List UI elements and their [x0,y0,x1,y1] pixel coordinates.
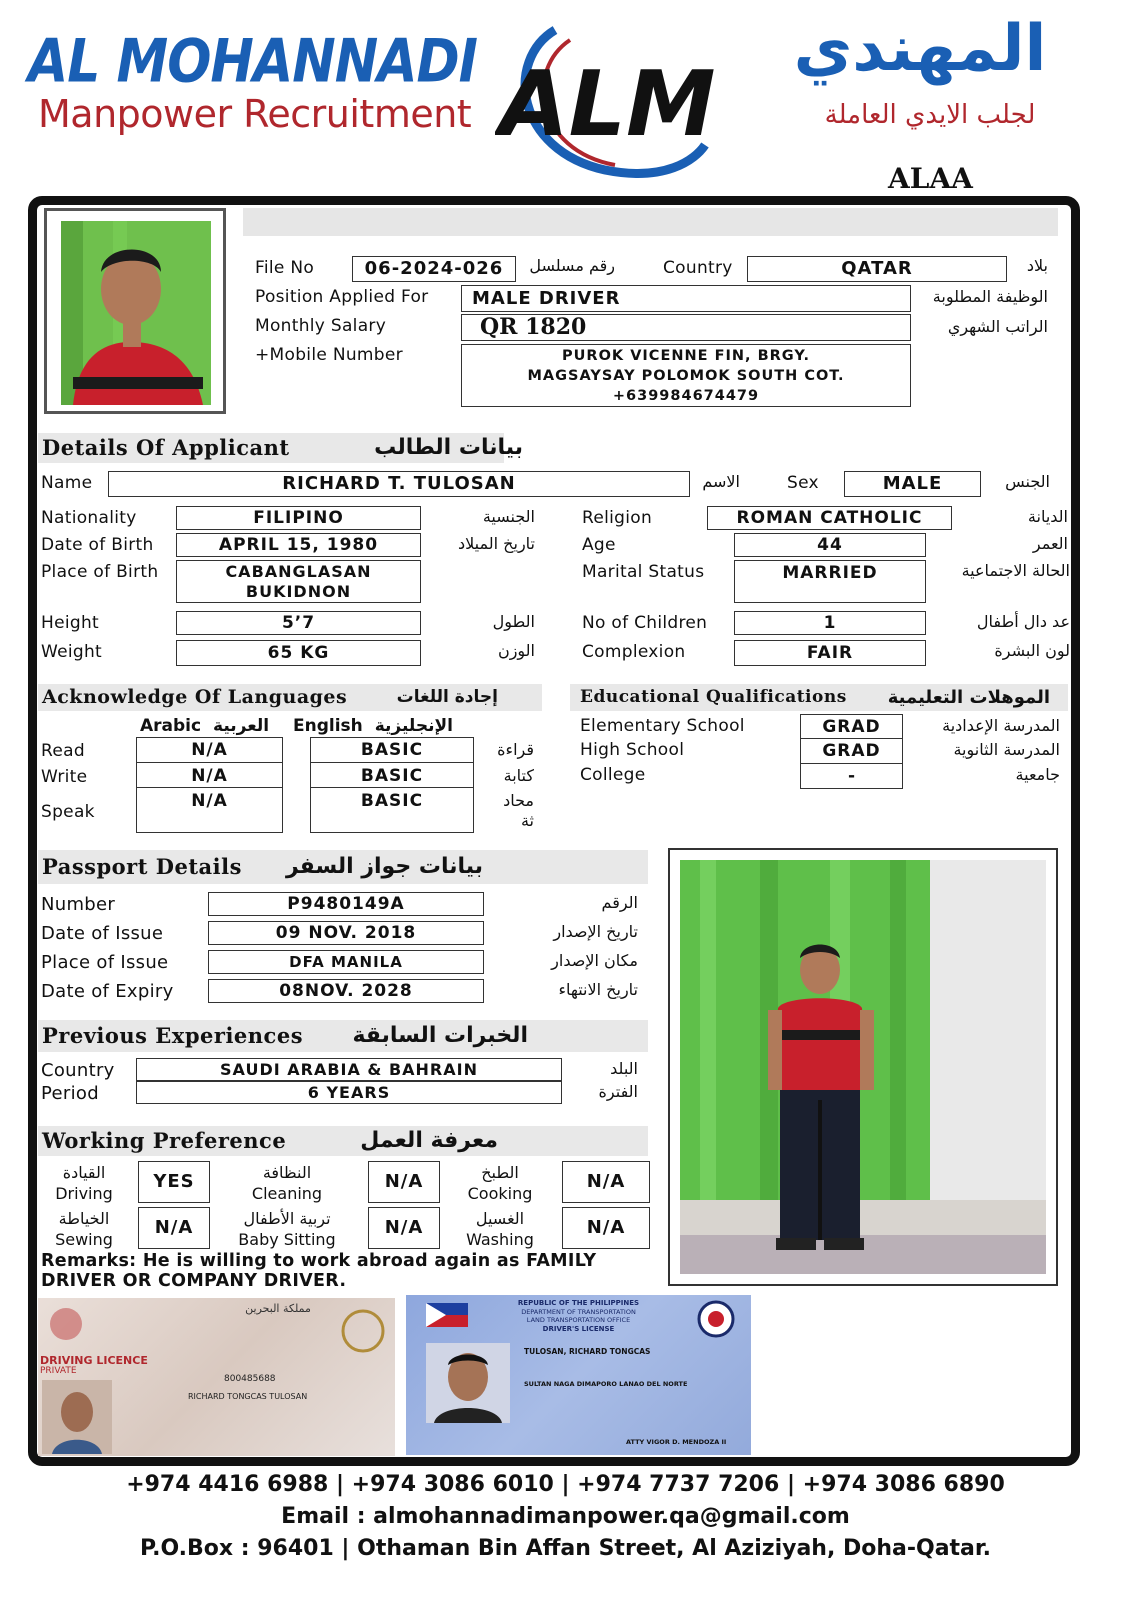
passport-expiry-value: 08NOV. 2028 [208,979,484,1003]
mobile-line-1: PUROK VICENNE FIN, BRGY. [562,348,810,364]
complexion-value: FAIR [734,640,926,666]
religion-value: ROMAN CATHOLIC [707,506,952,530]
sewing-label-en: Sewing [55,1230,113,1249]
religion-label: Religion [582,508,653,528]
file-no-label-ar: رقم مسلسل [529,256,615,275]
dob-label: Date of Birth [41,535,154,555]
english-column-head [293,716,453,736]
nationality-value: FILIPINO [176,506,421,530]
bahrain-emblem-icon [46,1304,86,1344]
bahrain-seal-icon [338,1306,388,1356]
experience-country-value: SAUDI ARABIA & BAHRAIN [136,1058,562,1081]
experience-section-title: Previous Experiences [42,1023,304,1048]
marital-label-ar: الحالة الاجتماعية [961,561,1070,580]
elementary-label: Elementary School [580,716,745,736]
read-label-ar: قراءة [497,740,534,759]
elementary-label-ar: المدرسة الإعدادية [942,716,1060,735]
passport-section-title: Passport Details [42,854,242,879]
country-value: QATAR [747,256,1007,282]
washing-value: N/A [562,1207,650,1249]
working-section-header [38,1126,648,1156]
babysitting-label [222,1208,352,1250]
height-label-ar: الطول [492,612,535,631]
bahrain-license-type: DRIVING LICENCE [40,1354,148,1367]
write-label-ar: كتابة [503,766,534,785]
ph-license-title-2: DEPARTMENT OF TRANSPORTATION [521,1308,636,1316]
top-banner-strip [243,208,1058,236]
experience-period-label-ar: الفترة [598,1082,638,1101]
bahrain-license-image [38,1298,395,1456]
read-label: Read [41,741,85,761]
brand-name-ar: المهندي [793,12,1047,86]
washing-label-ar: الغسيل [475,1209,525,1228]
mobile-line-3: +639984674479 [612,388,760,404]
experience-section-header [38,1020,648,1052]
profile-photo [44,208,226,414]
position-label: Position Applied For [255,287,429,307]
applicant-section-header [38,433,523,463]
pob-value [176,560,421,603]
arabic-column-head [140,716,269,736]
read-arabic-value: N/A [191,740,228,760]
religion-label-ar: الديانة [1027,507,1068,526]
bahrain-license-photo [42,1380,112,1454]
highschool-label: High School [580,740,685,760]
profile-photo-image [53,217,217,405]
ph-license-face-icon [426,1343,510,1423]
experience-country-label: Country [41,1060,115,1081]
bahrain-license-name: RICHARD TONGCAS TULOSAN [188,1392,308,1401]
experience-section-title-ar: الخبرات السابقة [352,1023,528,1048]
passport-expiry-label-ar: تاريخ الانتهاء [558,980,638,999]
country-label-ar: بلاد [1026,256,1048,275]
salary-label-ar: الراتب الشهري [947,317,1048,336]
cooking-label-en: Cooking [467,1184,533,1203]
passport-issue-date-label: Date of Issue [41,923,164,944]
passport-number-label: Number [41,894,116,915]
ph-license-title-4: DRIVER'S LICENSE [542,1325,615,1333]
nationality-label-ar: الجنسية [482,507,535,526]
languages-section-title: Acknowledge Of Languages [42,686,348,708]
file-no-label: File No [255,258,315,278]
footer-email: Email : almohannadimanpower.qa@gmail.com [281,1504,850,1529]
weight-value: 65 KG [176,640,421,666]
name-label: Name [41,473,93,493]
height-value: 5’7 [176,611,421,635]
write-english-value: BASIC [360,766,424,786]
ph-license-signature: ATTY VIGOR D. MENDOZA II [626,1438,727,1446]
speak-arabic-value: N/A [191,791,228,811]
salary-label: Monthly Salary [255,316,387,336]
driving-label-en: Driving [55,1184,113,1203]
bahrain-license-face-icon [42,1380,112,1454]
working-section-title: Working Preference [42,1128,287,1153]
college-label-ar: جامعية [1015,765,1060,784]
brand-subtitle-en: Manpower Recruitment [38,92,472,136]
babysitting-label-en: Baby Sitting [238,1230,336,1249]
english-head-en: English [293,716,363,736]
age-label: Age [582,535,616,555]
passport-issue-date-value: 09 NOV. 2018 [208,921,484,945]
highschool-value: GRAD [822,741,881,761]
passport-section-header [38,850,648,884]
grid-divider [136,762,283,763]
ph-license-address: SULTAN NAGA DIMAPORO LANAO DEL NORTE [524,1380,688,1388]
driving-label [44,1162,124,1204]
grid-divider [310,762,474,763]
read-english-value: BASIC [360,740,424,760]
nationality-label: Nationality [41,508,137,528]
english-head-ar: الإنجليزية [374,716,453,736]
speak-label-ar: محاد ثة [503,791,534,830]
write-arabic-value: N/A [191,766,228,786]
applicant-section-title-ar: بيانات الطالب [374,435,523,460]
height-label: Height [41,613,99,633]
mobile-value [461,344,911,407]
dob-label-ar: تاريخ الميلاد [458,534,535,553]
experience-period-value: 6 YEARS [136,1081,562,1104]
elementary-value: GRAD [822,717,881,737]
philippine-license-image [406,1295,751,1455]
education-section-title-ar: الموهلات التعليمية [887,687,1050,708]
passport-number-value: P9480149A [208,892,484,916]
cleaning-label [222,1162,352,1204]
passport-issue-place-label: Place of Issue [41,952,169,973]
driving-value: YES [138,1161,210,1203]
remarks-text: Remarks: He is willing to work abroad again as FAMILY DRIVER OR COMPANY DRIVER. [41,1251,597,1291]
sex-label: Sex [787,473,819,493]
arabic-head-en: Arabic [140,716,202,736]
age-label-ar: العمر [1032,534,1068,553]
agent-name: ALAA [888,162,973,195]
ph-license-photo [426,1343,510,1423]
children-value: 1 [734,611,926,635]
education-section-title: Educational Qualifications [580,687,847,707]
bahrain-license-type2: PRIVATE [40,1366,77,1376]
cooking-label [450,1162,550,1204]
college-label: College [580,765,646,785]
country-label: Country [663,258,733,278]
cooking-value: N/A [562,1161,650,1203]
sewing-label [44,1208,124,1250]
babysitting-value: N/A [368,1207,440,1249]
working-section-title-ar: معرفة العمل [360,1128,498,1153]
lto-seal-icon [696,1299,736,1339]
experience-country-label-ar: البلد [610,1059,638,1078]
alm-logo [495,10,725,185]
mobile-line-2: MAGSAYSAY POLOMOK SOUTH COT. [527,368,845,384]
passport-issue-place-label-ar: مكان الإصدار [551,951,638,970]
arabic-head-ar: العربية [213,716,270,736]
languages-section-title-ar: إجادة اللغات [396,687,498,707]
education-section-header [570,684,1068,711]
experience-period-label: Period [41,1083,99,1104]
position-value: MALE DRIVER [461,285,911,312]
passport-issue-date-label-ar: تاريخ الإصدار [553,922,638,941]
children-label-ar: عد دال أطفال [976,612,1070,631]
children-label: No of Children [582,613,708,633]
ph-license-title-1: REPUBLIC OF THE PHILIPPINES [517,1299,640,1307]
babysitting-label-ar: تربية الأطفال [243,1209,331,1228]
name-value: RICHARD T. TULOSAN [108,471,690,497]
driving-label-ar: القيادة [62,1163,106,1182]
passport-number-label-ar: الرقم [601,893,638,912]
college-value: - [847,766,856,786]
pob-label: Place of Birth [41,562,159,582]
bahrain-license-title-ar: مملكة البحرين [245,1302,311,1315]
complexion-label: Complexion [582,642,686,662]
applicant-section-title: Details Of Applicant [42,435,290,460]
bahrain-license-number: 800485688 [224,1374,276,1384]
footer-phones: +974 4416 6988 | +974 3086 6010 | +974 7737 7206 | +974 3086 6890 [126,1472,1005,1497]
passport-section-title-ar: بيانات جواز السفر [285,854,483,879]
sewing-label-ar: الخياطة [58,1209,110,1228]
grid-divider [310,787,474,788]
complexion-label-ar: لون البشرة [994,641,1070,660]
grid-divider [800,763,903,764]
ph-flag-icon [426,1303,468,1327]
file-no-value: 06-2024-026 [352,256,516,282]
dob-value: APRIL 15, 1980 [176,533,421,557]
full-body-photo-image [680,860,1046,1274]
grid-divider [800,738,903,739]
alm-logo-text: ALM [499,52,716,157]
age-value: 44 [734,533,926,557]
full-body-photo [668,848,1058,1286]
weight-label-ar: الوزن [497,641,535,660]
passport-issue-place-value: DFA MANILA [208,950,484,974]
mobile-label: +Mobile Number [255,345,403,365]
sex-value: MALE [844,471,981,497]
sewing-value: N/A [138,1207,210,1249]
weight-label: Weight [41,642,103,662]
highschool-label-ar: المدرسة الثانوية [953,740,1060,759]
speak-english-value: BASIC [360,791,424,811]
write-label: Write [41,767,88,787]
speak-label: Speak [41,802,95,822]
position-label-ar: الوظيفة المطلوبة [932,287,1048,306]
languages-section-header [38,684,542,711]
pob-line-2: BUKIDNON [245,582,352,601]
marital-value: MARRIED [734,560,926,603]
salary-value: QR 1820 [461,314,911,341]
brand-subtitle-ar: لجلب الايدي العاملة [824,100,1036,130]
ph-license-title-3: LAND TRANSPORTATION OFFICE [526,1316,631,1324]
washing-label [450,1208,550,1250]
washing-label-en: Washing [466,1230,534,1249]
marital-label: Marital Status [582,562,705,582]
ph-license-name: TULOSAN, RICHARD TONGCAS [524,1347,651,1356]
cleaning-value: N/A [368,1161,440,1203]
brand-name-en: AL MOHANNADI [28,27,477,97]
grid-divider [136,787,283,788]
cleaning-label-en: Cleaning [251,1184,323,1203]
name-label-ar: الاسم [702,472,740,491]
cleaning-label-ar: النظافة [262,1163,312,1182]
pob-line-1: CABANGLASAN [225,562,372,581]
sex-label-ar: الجنس [1005,472,1050,491]
footer-address: P.O.Box : 96401 | Othaman Bin Affan Street, Al Aziziyah, Doha-Qatar. [140,1536,991,1561]
cooking-label-ar: الطبخ [481,1163,519,1182]
passport-expiry-label: Date of Expiry [41,981,174,1002]
